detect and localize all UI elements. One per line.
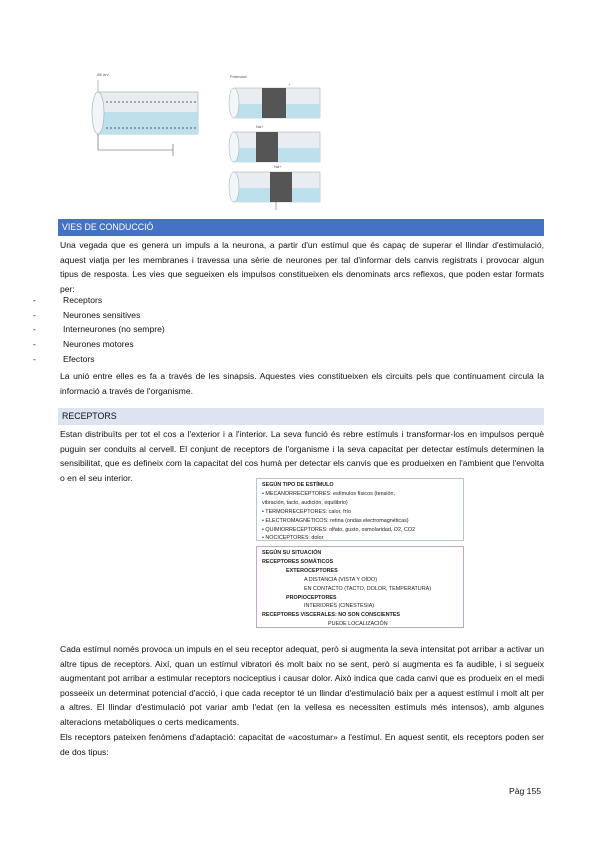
situation-line: PUEDE LOCALIZACIÓN xyxy=(328,621,388,628)
receptors-paragraph-1: Estan distribuïts per tot el cos a l'exterior i a l'interior. La seva funció és rebre estímuls i transformar-los en impulsos perquè puguin ser conduits al cervell. El conjunt de receptors de l'organisme i la seva capacitat per detectar estímuls determinen la sensibilitat, que es defineix com la capacitat del cos humà per detectar els canvis que es produeixen en l'ambient que l'envolta o en el seu interior. xyxy=(60,429,544,483)
axon-panel-2 xyxy=(229,124,320,162)
receptors-paragraph-3: Els receptors pateixen fenòmens d'adaptació: capacitat de «acostumar» a l'estímul. En aquest sentit, els receptors poden ser de dos tipus: xyxy=(60,732,544,757)
stimulus-type-line: • QUIMIORRECEPTORES: olfato, gusto, osmolaridad, O2, CO2 xyxy=(262,526,416,533)
stimulus-type-box xyxy=(256,478,464,541)
bullet-dash: - xyxy=(33,309,36,320)
list-item-label: Receptors xyxy=(63,295,103,305)
situation-box xyxy=(256,546,464,628)
situation-line: EXTEROCEPTORES xyxy=(286,567,338,574)
receptors-paragraph-2: Cada estímul només provoca un impuls en el seu receptor adequat, però si augmenta la seva intensitat pot arribar a activar un altre tipus de receptors. Així, quan un estímul vibratori és molt baix no se sent, però si augmenta es fa audible, i si segueix augmentant pot arribar a estimular receptors nociceptius i causar dolor. Això indica que cada canvi que es produeix en el medi posseeix un determinat potencial d'acció, i que cada receptor té un llindar d'estimulació baix per a aquest estímul i molt alt per a altres. El llindar d'estimulació pot variar amb l'edat (en la vellesa es necessiten estímuls més intensos), amb algunes alteracions metabòliques o certs medicaments. xyxy=(60,644,544,727)
page-number: Pàg 155 xyxy=(509,786,542,796)
bullet-dash: - xyxy=(33,353,36,364)
axon-diagram-left-label: -65 mV xyxy=(96,72,109,77)
list-item xyxy=(33,337,165,352)
situation-line: INTERIORES (CINESTESIA) xyxy=(304,603,375,610)
bullet-dash: - xyxy=(33,339,36,350)
bullet-dash: - xyxy=(33,324,36,335)
vies-paragraph-1: Una vegada que es genera un impuls a la neurona, a partir d'un estímul que és capaç de superar el llindar d'estimulació, aquest viatja per les membranes i travessa una sèrie de neurones per tal d'informar dels canvis registrats i provocar algun tipus de resposta. Les vies que segueixen els impulsos constitueixen els denominats arcs reflexos, que poden estar formats per: xyxy=(60,240,544,294)
situation-line: RECEPTORES SOMÁTICOS xyxy=(262,558,334,565)
list-item xyxy=(33,293,165,308)
situation-line: RECEPTORES VISCERALES: NO SON CONSCIENTES xyxy=(262,612,400,619)
axon-panel-1-label: Potencial xyxy=(230,74,247,79)
stimulus-type-line: vibración, tacto, audición, equilibrio) xyxy=(262,499,348,506)
section-title-receptors: RECEPTORS xyxy=(58,408,544,425)
axon-panel-1-sign: + xyxy=(288,82,291,87)
axon-panel-2-label: Na+ xyxy=(256,124,264,129)
situation-line: PROPIOCEPTORES xyxy=(286,594,337,601)
stimulus-type-line: • ELECTROMAGNÉTICOS: retina (ondas electromagnéticas) xyxy=(262,517,409,524)
list-item-label: Neurones sensitives xyxy=(63,309,141,320)
axon-diagram-right xyxy=(226,72,326,210)
situation-line: EN CONTACTO (TACTO, DOLOR, TEMPERATURA) xyxy=(304,585,431,592)
stimulus-type-line: • TERMORRECEPTORES: calor, frío xyxy=(262,508,351,515)
list-item-label: Interneurones (no sempre) xyxy=(63,324,165,335)
axon-diagram-left xyxy=(88,68,203,158)
situation-title: SEGÚN SU SITUACIÓN xyxy=(262,550,322,556)
axon-panel-3 xyxy=(229,164,320,210)
list-item xyxy=(33,308,165,323)
stimulus-type-line: • MECANORRECEPTORES: estímulos físicos (tensión, xyxy=(262,490,395,497)
axon-panel-3-label: Na+ xyxy=(274,164,282,169)
stimulus-type-title: SEGÚN TIPO DE ESTÍMULO xyxy=(262,482,334,488)
section-title-vies: VIES DE CONDUCCIÓ xyxy=(58,219,544,236)
list-item-label: Efectors xyxy=(63,353,95,364)
list-item-label: Neurones motores xyxy=(63,339,134,350)
list-item xyxy=(33,352,165,367)
list-item xyxy=(33,322,165,337)
arc-reflex-list xyxy=(33,293,165,367)
situation-line: A DISTANCIA (VISTA Y OÍDO) xyxy=(304,576,377,583)
axon-panel-1 xyxy=(229,74,320,118)
stimulus-type-line: • NOCICEPTORES: dolor xyxy=(262,535,324,542)
bullet-dash: - xyxy=(33,295,36,305)
vies-paragraph-2: La unió entre elles es fa a través de les sinapsis. Aquestes vies constitueixen els circuits pels que contínuament circula la informació a través de l'organisme. xyxy=(60,371,544,396)
